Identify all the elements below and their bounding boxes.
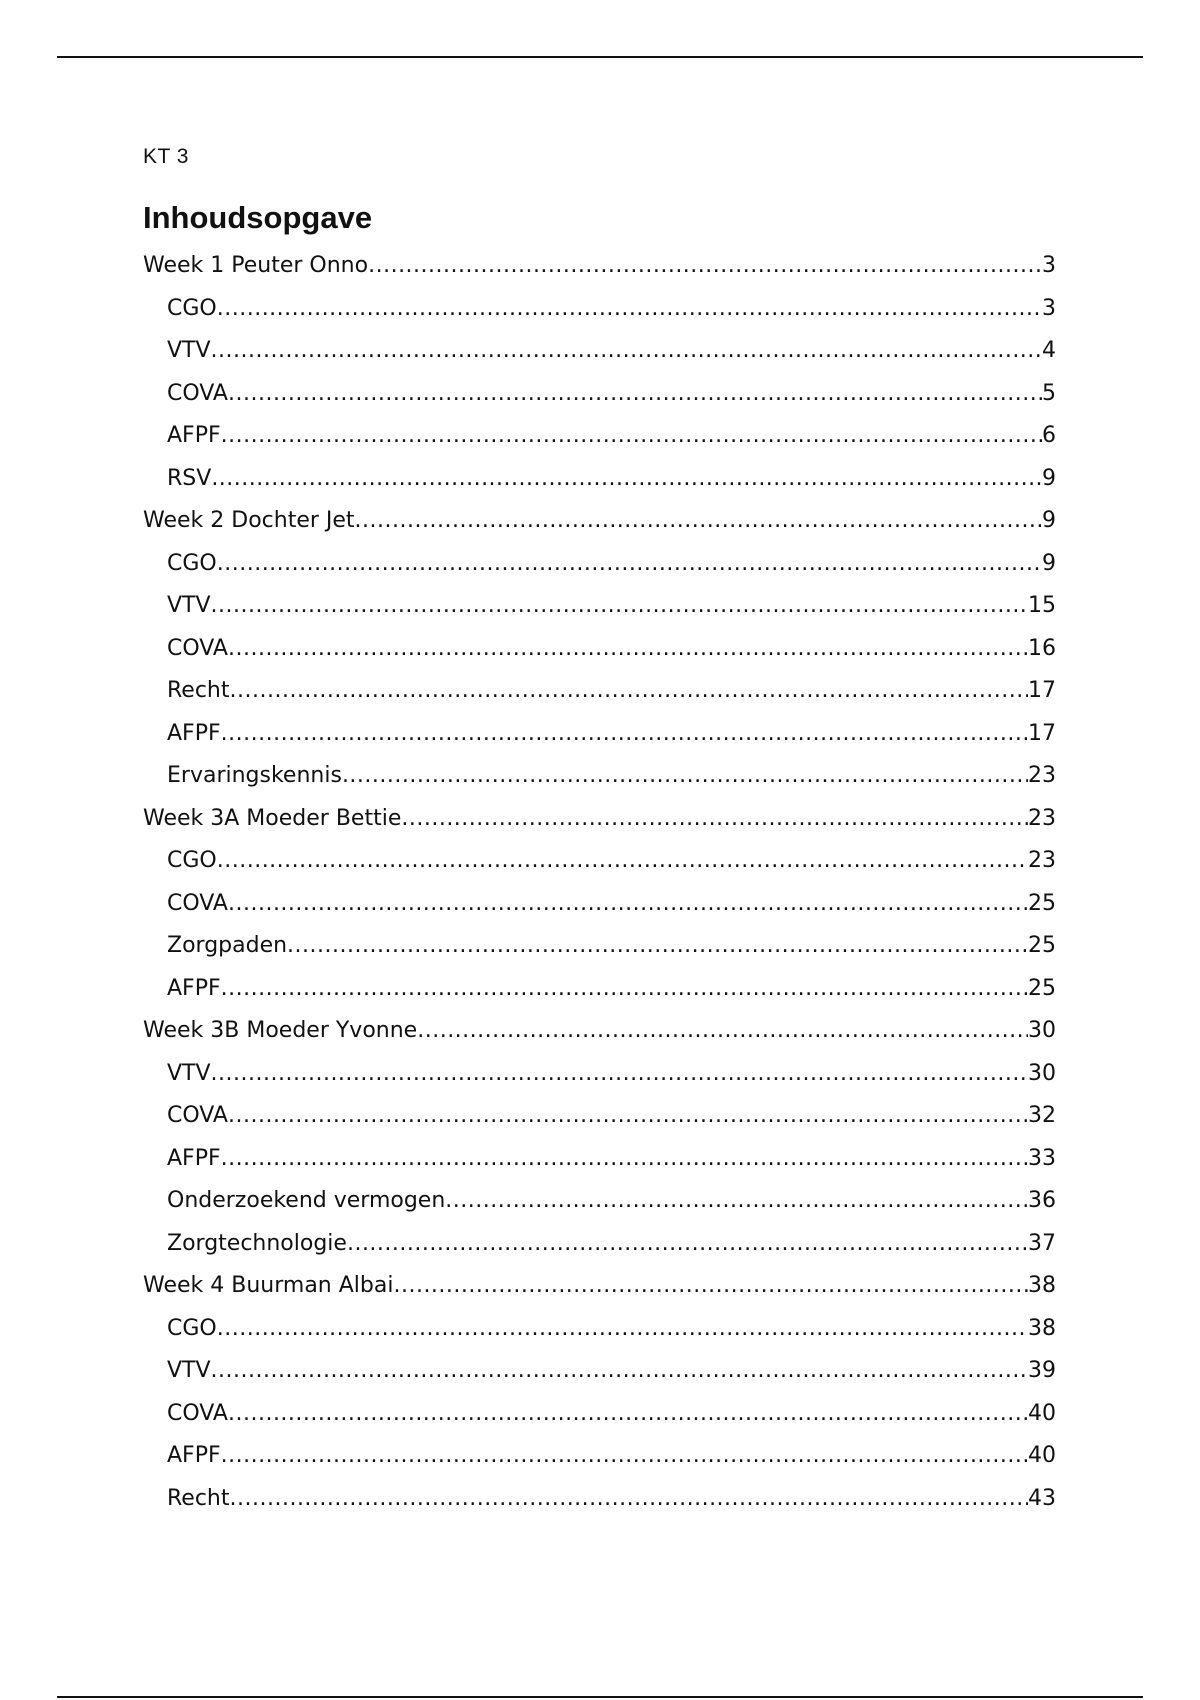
- toc-entry-page-number: 9: [1042, 508, 1056, 533]
- toc-entry[interactable]: [143, 890, 1056, 933]
- toc-entry-label: VTV: [167, 338, 211, 363]
- toc-dot-leader: [221, 975, 1028, 1003]
- toc-entry-page-number: 38: [1028, 1273, 1056, 1298]
- toc-entry-label: AFPF: [167, 1145, 221, 1171]
- toc-entry-page-number: 25: [1028, 975, 1056, 1001]
- toc-entry-label: COVA: [167, 1103, 228, 1128]
- toc-dot-leader: [211, 337, 1042, 365]
- toc-entry-page-number: 17: [1028, 678, 1056, 703]
- toc-entry-page-number: 23: [1028, 848, 1056, 873]
- toc-entry-page-number: 38: [1028, 1315, 1056, 1341]
- toc-dot-leader: [211, 1357, 1028, 1385]
- toc-entry-page-number: 39: [1028, 1358, 1056, 1383]
- toc-entry-page-number: 9: [1042, 465, 1056, 491]
- toc-entry-page-number: 30: [1028, 1060, 1056, 1086]
- toc-entry-label: COVA: [167, 1400, 228, 1426]
- toc-entry-label: Zorgpaden: [167, 933, 288, 958]
- toc-entry-label: Zorgtechnologie: [167, 1230, 347, 1256]
- toc-entry[interactable]: [143, 1060, 1056, 1103]
- toc-dot-leader: [228, 1400, 1028, 1428]
- toc-dot-leader: [221, 422, 1042, 450]
- toc-entry[interactable]: [143, 1400, 1056, 1443]
- table-of-contents: [143, 252, 1056, 1527]
- toc-entry[interactable]: [143, 805, 1056, 848]
- toc-entry-page-number: 33: [1028, 1145, 1056, 1171]
- toc-entry[interactable]: [143, 635, 1056, 678]
- toc-entry-label: CGO: [167, 1315, 217, 1341]
- toc-dot-leader: [217, 295, 1042, 323]
- toc-entry-page-number: 15: [1028, 593, 1056, 618]
- toc-entry[interactable]: [143, 1485, 1056, 1528]
- toc-entry[interactable]: [143, 932, 1056, 975]
- toc-entry-label: Week 3B Moeder Yvonne: [143, 1018, 418, 1043]
- toc-entry[interactable]: [143, 1315, 1056, 1358]
- toc-entry-label: Week 4 Buurman Albai: [143, 1273, 394, 1298]
- toc-dot-leader: [393, 1272, 1028, 1300]
- toc-dot-leader: [347, 1230, 1028, 1258]
- toc-dot-leader: [217, 847, 1028, 875]
- toc-dot-leader: [211, 465, 1042, 493]
- toc-entry-label: COVA: [167, 380, 228, 406]
- toc-entry-label: CGO: [167, 295, 217, 321]
- toc-entry-label: Week 3A Moeder Bettie: [143, 805, 402, 831]
- toc-dot-leader: [287, 932, 1028, 960]
- toc-entry-label: CGO: [167, 550, 217, 576]
- toc-entry[interactable]: [143, 380, 1056, 423]
- toc-dot-leader: [445, 1187, 1028, 1215]
- toc-entry-label: Week 2 Dochter Jet: [143, 508, 355, 533]
- toc-dot-leader: [221, 720, 1028, 748]
- toc-entry-page-number: 5: [1042, 380, 1056, 406]
- toc-entry-label: Recht: [167, 678, 230, 703]
- toc-dot-leader: [221, 1442, 1028, 1470]
- toc-entry[interactable]: [143, 337, 1056, 380]
- toc-entry[interactable]: [143, 295, 1056, 338]
- toc-entry-page-number: 9: [1042, 550, 1056, 576]
- toc-entry-page-number: 17: [1028, 720, 1056, 746]
- toc-dot-leader: [230, 1485, 1029, 1513]
- toc-entry-label: VTV: [167, 1358, 211, 1383]
- toc-dot-leader: [228, 1102, 1028, 1130]
- toc-entry[interactable]: [143, 1102, 1056, 1145]
- toc-title: Inhoudsopgave: [143, 200, 373, 235]
- toc-entry-label: COVA: [167, 890, 228, 916]
- toc-dot-leader: [342, 762, 1028, 790]
- toc-dot-leader: [211, 1060, 1028, 1088]
- toc-dot-leader: [368, 252, 1042, 280]
- toc-entry[interactable]: [143, 762, 1056, 805]
- toc-entry[interactable]: [143, 975, 1056, 1018]
- toc-dot-leader: [228, 635, 1028, 663]
- toc-entry[interactable]: [143, 1230, 1056, 1273]
- toc-entry-page-number: 25: [1028, 933, 1056, 958]
- toc-entry[interactable]: [143, 677, 1056, 720]
- toc-entry[interactable]: [143, 592, 1056, 635]
- toc-entry-page-number: 23: [1028, 763, 1056, 788]
- toc-entry-label: CGO: [167, 848, 217, 873]
- toc-dot-leader: [230, 677, 1029, 705]
- toc-dot-leader: [221, 1145, 1028, 1173]
- toc-entry-label: COVA: [167, 635, 228, 661]
- toc-entry[interactable]: [143, 1017, 1056, 1060]
- toc-dot-leader: [355, 507, 1042, 535]
- toc-dot-leader: [401, 805, 1028, 833]
- toc-entry-page-number: 16: [1028, 635, 1056, 661]
- toc-entry[interactable]: [143, 1442, 1056, 1485]
- toc-entry[interactable]: [143, 720, 1056, 763]
- toc-entry-page-number: 3: [1042, 253, 1056, 278]
- toc-dot-leader: [228, 890, 1028, 918]
- toc-entry-page-number: 43: [1028, 1485, 1056, 1511]
- toc-entry-page-number: 25: [1028, 890, 1056, 916]
- toc-entry[interactable]: [143, 465, 1056, 508]
- toc-entry-label: AFPF: [167, 423, 221, 448]
- toc-entry-label: AFPF: [167, 1443, 221, 1468]
- toc-entry-page-number: 37: [1028, 1230, 1056, 1256]
- toc-entry-label: Ervaringskennis: [167, 763, 342, 788]
- toc-entry[interactable]: [143, 422, 1056, 465]
- toc-entry[interactable]: [143, 1145, 1056, 1188]
- toc-entry-page-number: 40: [1028, 1400, 1056, 1426]
- toc-entry-page-number: 30: [1028, 1018, 1056, 1043]
- toc-dot-leader: [217, 550, 1042, 578]
- toc-dot-leader: [211, 592, 1028, 620]
- toc-dot-leader: [228, 380, 1042, 408]
- toc-entry-label: Onderzoekend vermogen: [167, 1188, 446, 1213]
- toc-entry[interactable]: [143, 507, 1056, 550]
- toc-entry-label: AFPF: [167, 975, 221, 1001]
- toc-entry[interactable]: [143, 1272, 1056, 1315]
- toc-entry-page-number: 3: [1042, 295, 1056, 321]
- toc-entry-page-number: 40: [1028, 1443, 1056, 1468]
- toc-dot-leader: [217, 1315, 1028, 1343]
- footer-divider: [57, 1696, 1143, 1698]
- toc-entry-page-number: 6: [1042, 423, 1056, 448]
- toc-entry-label: Recht: [167, 1485, 230, 1511]
- toc-entry[interactable]: [143, 847, 1056, 890]
- toc-entry-page-number: 36: [1028, 1188, 1056, 1213]
- toc-entry[interactable]: [143, 252, 1056, 295]
- page-header-label: KT 3: [143, 145, 189, 168]
- toc-entry-label: Week 1 Peuter Onno: [143, 253, 369, 278]
- toc-entry-label: RSV: [167, 465, 212, 491]
- toc-entry[interactable]: [143, 1187, 1056, 1230]
- toc-entry-page-number: 32: [1028, 1103, 1056, 1128]
- toc-entry[interactable]: [143, 550, 1056, 593]
- toc-dot-leader: [417, 1017, 1028, 1045]
- toc-entry-page-number: 4: [1042, 338, 1056, 363]
- toc-entry-label: VTV: [167, 1060, 211, 1086]
- toc-entry-label: VTV: [167, 593, 211, 618]
- header-divider: [57, 56, 1143, 58]
- toc-entry[interactable]: [143, 1357, 1056, 1400]
- toc-entry-label: AFPF: [167, 720, 221, 746]
- toc-entry-page-number: 23: [1028, 805, 1056, 831]
